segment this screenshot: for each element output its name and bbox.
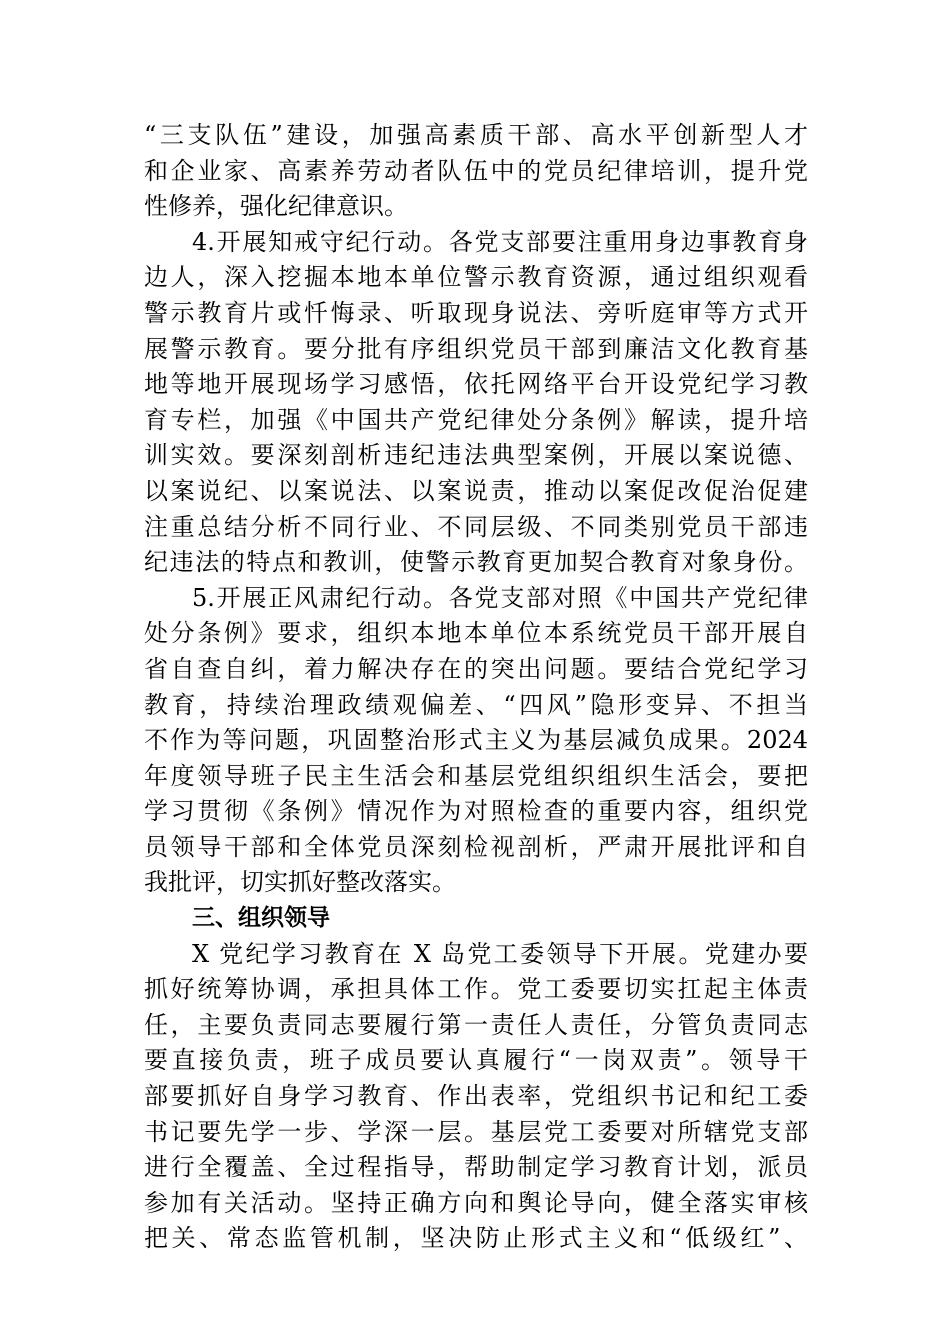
- text-line: 边人，深入挖掘本地本单位警示教育资源，通过组织观看: [144, 263, 808, 292]
- text-line: 省自查自纠，着力解决存在的突出问题。要结合党纪学习: [144, 654, 808, 683]
- text-line: “三支队伍”建设，加强高素质干部、高水平创新型人才: [144, 121, 808, 149]
- text-line: 训实效。要深刻剖析违纪违法典型案例，开展以案说德、: [144, 441, 808, 470]
- text-line: 4.开展知戒守纪行动。各党支部要注重用身边事教育身: [192, 227, 808, 256]
- text-line: 我批评，切实抓好整改落实。: [144, 868, 456, 897]
- text-line: 抓好统筹协调，承担具体工作。党工委要切实扛起主体责: [144, 975, 808, 1004]
- text-line: 教育，持续治理政绩观偏差、“四风”隐形变异、不担当: [144, 690, 808, 719]
- text-line: 要直接负责，班子成员要认真履行“一岗双责”。领导干: [144, 1046, 808, 1075]
- text-line: 参加有关活动。坚持正确方向和舆论导向，健全落实审核: [144, 1188, 808, 1217]
- text-line: 地等地开展现场学习感悟，依托网络平台开设党纪学习教: [144, 370, 808, 399]
- paragraph-rectify-conduct-action: [144, 581, 808, 901]
- paragraph-cadre-training: [144, 118, 808, 225]
- section-heading-organization: [144, 901, 808, 937]
- text-line: 5.开展正风肃纪行动。各党支部对照《中国共产党纪律: [192, 583, 808, 612]
- text-line: 不作为等问题，巩固整治形式主义为基层减负成果。2024: [144, 726, 808, 755]
- text-line: 以案说纪、以案说法、以案说责，推动以案促改促治促建: [144, 476, 808, 505]
- text-line: 处分条例》要求，组织本地本单位本系统党员干部开展自: [144, 619, 808, 648]
- document-page: [144, 118, 808, 1257]
- text-line: 和企业家、高素养劳动者队伍中的党员纪律培训，提升党: [144, 156, 808, 185]
- text-line: 员领导干部和全体党员深刻检视剖析，严肃开展批评和自: [144, 832, 808, 861]
- text-line: 书记要先学一步、学深一层。基层党工委要对所辖党支部: [144, 1117, 808, 1146]
- text-line: 把关、常态监管机制，坚决防止形式主义和“低级红”、: [144, 1224, 808, 1253]
- text-line: 纪违法的特点和教训，使警示教育更加契合教育对象身份。: [144, 548, 808, 577]
- section-heading: 三、组织领导: [192, 905, 330, 932]
- text-line: 年度领导班子民主生活会和基层党组织组织生活会，要把: [144, 761, 808, 790]
- text-line: 育专栏，加强《中国共产党纪律处分条例》解读，提升培: [144, 405, 808, 434]
- text-line: 展警示教育。要分批有序组织党员干部到廉洁文化教育基: [144, 334, 808, 363]
- text-line: 进行全覆盖、全过程指导，帮助制定学习教育计划，派员: [144, 1153, 808, 1182]
- text-line: 注重总结分析不同行业、不同层级、不同类别党员干部违: [144, 512, 808, 541]
- text-line: 任，主要负责同志要履行第一责任人责任，分管负责同志: [144, 1010, 808, 1039]
- text-line: X 党纪学习教育在 X 岛党工委领导下开展。党建办要: [192, 939, 808, 968]
- paragraph-organization-leadership: [144, 937, 808, 1257]
- paragraph-discipline-warning-action: [144, 225, 808, 581]
- text-line: 学习贯彻《条例》情况作为对照检查的重要内容，组织党: [144, 797, 808, 826]
- text-line: 警示教育片或忏悔录、听取现身说法、旁听庭审等方式开: [144, 298, 808, 327]
- text-line: 部要抓好自身学习教育、作出表率，党组织书记和纪工委: [144, 1082, 808, 1111]
- text-line: 性修养，强化纪律意识。: [144, 192, 408, 221]
